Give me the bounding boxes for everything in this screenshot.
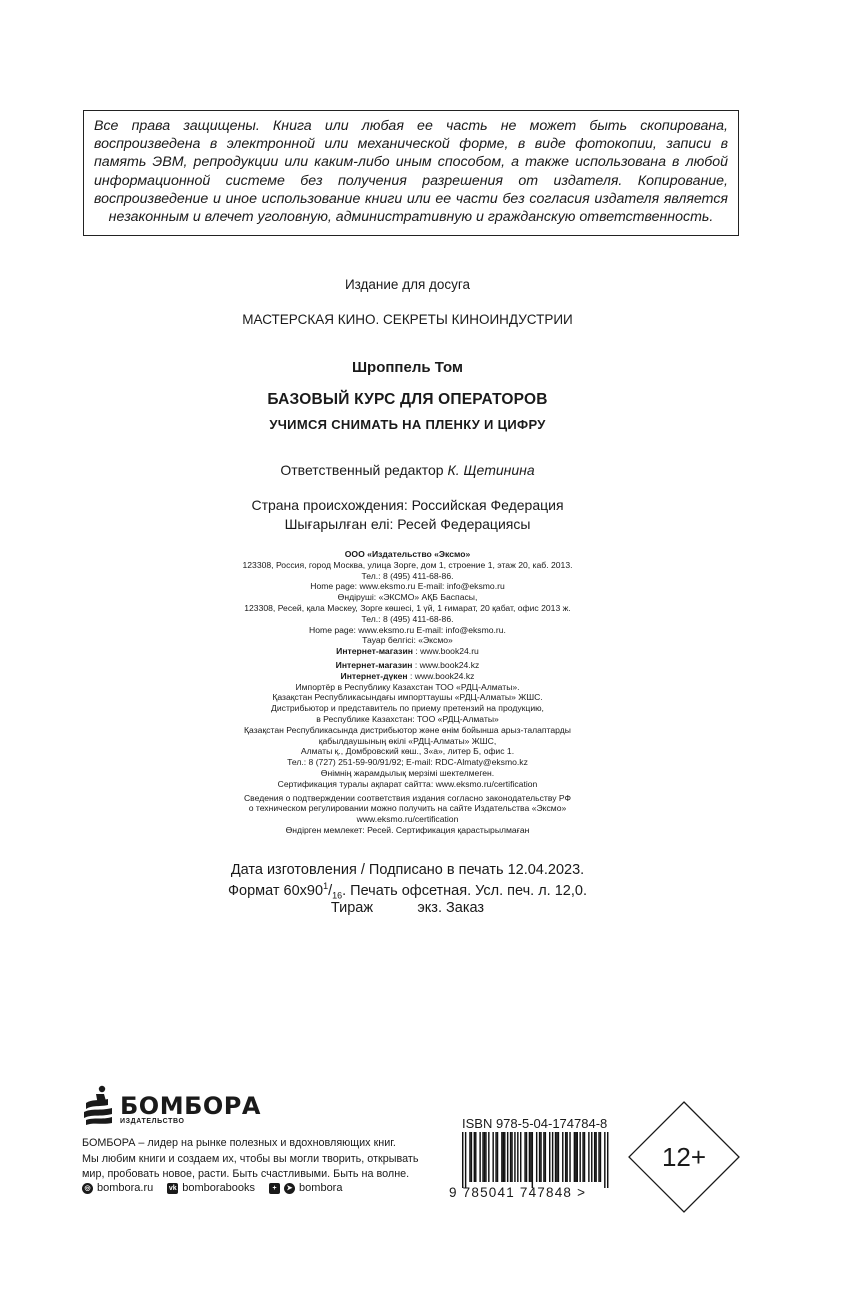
print-date: Дата изготовления / Подписано в печать 12.04.2023. [230, 862, 585, 878]
format-prefix: Формат 60x90 [228, 882, 324, 899]
publisher-line: Тел.: 8 (495) 411-68-86. [361, 570, 454, 581]
publisher-line: Өндірген мемлекет: Ресей. Сертификация қарастырылмаған [285, 824, 530, 835]
barcode-digits [449, 1185, 586, 1200]
rights-notice-text: Все права защищены. Книга или любая ее часть не может быть скопирована, воспроизведена в электронной или механической форме, в виде фотокопии, записи в память ЭВМ, репродукции или каким-либо иным способом, а также использована в любой информационной системе без получения разрешения от издателя. Копирование, воспроизведение и иное использование книги или ее части без согласия издателя является незаконным и влечет уголовную, административную и гражданскую ответственность. [94, 118, 728, 226]
format-suffix: . Печать офсетная. Усл. печ. л. 12,0. [342, 882, 587, 899]
publisher-line: қабылдаушының өкілі «РДЦ-Алматы» ЖШС, [318, 735, 497, 746]
publisher-line: Интернет-магазин : www.book24.ru [336, 646, 479, 657]
rights-notice-box [83, 110, 739, 236]
barcode-number: 9 785041 747848 [449, 1185, 573, 1200]
publisher-line: в Республике Казахстан: ТОО «РДЦ-Алматы» [316, 713, 499, 724]
publisher-line: Home page: www.eksmo.ru E-mail: info@eksmo.ru. [309, 624, 506, 635]
editor-label: Ответственный редактор [280, 462, 444, 478]
publisher-line: Home page: www.eksmo.ru E-mail: info@eksmo.ru [310, 581, 505, 592]
series-name: МАСТЕРСКАЯ КИНО. СЕКРЕТЫ КИНОИНДУСТРИИ [242, 312, 573, 327]
origin-ru: Страна происхождения: Российская Федерация [251, 497, 564, 513]
slogan-line: БОМБОРА – лидер на рынке полезных и вдохновляющих книг. [82, 1137, 396, 1149]
publisher-line: Импортёр в Республику Казахстан ТОО «РДЦ-Алматы». [295, 681, 520, 692]
author: Шроппель Том [351, 359, 464, 376]
publisher-line: Тауар белгісі: «Эксмо» [362, 635, 453, 646]
bombora-logo-icon [82, 1085, 114, 1125]
telegram-link[interactable] [269, 1182, 342, 1194]
vk-link[interactable] [167, 1182, 255, 1194]
telegram-icon: ➤ [284, 1183, 295, 1194]
site-link[interactable] [82, 1182, 153, 1194]
publisher-line: 123308, Россия, город Москва, улица Зорге, дом 1, строение 1, этаж 20, каб. 2013. [242, 559, 573, 570]
publisher-line: Алматы қ., Домбровский көш., 3«а», литер Б, офис 1. [300, 746, 515, 757]
editor-line [0, 462, 815, 478]
publisher-line: Сертификация туралы ақпарат сайтта: www.eksmo.ru/certification [277, 778, 538, 789]
publisher-line: Дистрибьютор и представитель по приему претензий на продукцию, [271, 703, 544, 714]
publisher-line: Интернет-магазин : www.book24.kz [335, 659, 480, 670]
editor-name: К. Щетинина [447, 462, 535, 478]
brand-slogan [82, 1136, 418, 1183]
order: экз. Заказ [417, 900, 485, 916]
bombora-logo [82, 1085, 261, 1125]
globe-icon: ◎ [82, 1183, 93, 1194]
telegram-label: bombora [299, 1182, 343, 1194]
vk-icon: vk [168, 1184, 177, 1192]
publisher-line: Тел.: 8 (495) 411-68-86. [361, 613, 454, 624]
publisher-line: www.eksmo.ru/certification [356, 814, 459, 825]
edition-type: Издание для досуга [344, 277, 471, 292]
publisher-line: Өнімнің жарамдылық мерзімі шектелмеген. [320, 767, 495, 778]
age-rating: 12+ [661, 1141, 707, 1172]
vk-label: bomborabooks [182, 1182, 256, 1194]
publisher-line: Интернет-дүкен : www.book24.kz [340, 670, 475, 681]
brand-name: БОМБОРА [120, 1092, 261, 1120]
slogan-line: Мы любим книги и создаем их, чтобы вы могли творить, открывать [82, 1152, 419, 1165]
publisher-line: Қазақстан Республикасында дистрибьютор және өнім бойынша арыз-талаптарды [244, 724, 571, 735]
publisher-line: о техническом регулировании можно получить на сайте Издательства «Эксмо» [248, 803, 567, 814]
barcode-arrow: > [577, 1185, 587, 1200]
print-run: Тираж [330, 900, 374, 916]
print-run-line [0, 900, 815, 916]
social-links [82, 1182, 342, 1194]
publisher-line: Сведения о подтверждении соответствия издания согласно законодательству РФ [243, 792, 572, 803]
origin-kz: Шығарылған елі: Ресей Федерациясы [284, 516, 531, 532]
format-sup: 1 [323, 881, 329, 891]
publisher-line: 123308, Ресей, қала Мәскеу, Зорге көшесі, 1 үй, 1 ғимарат, 20 қабат, офис 2013 ж. [244, 602, 571, 613]
publisher-info [0, 549, 815, 836]
book-subtitle: УЧИМСЯ СНИМАТЬ НА ПЛЕНКУ И ЦИФРУ [269, 417, 546, 432]
slogan-line: мир, пробовать новое, расти. Быть счастливыми. Быть на волне. [82, 1168, 410, 1180]
brand-sub: ИЗДАТЕЛЬСТВО [120, 1118, 185, 1125]
format-line: Формат $60x90^1/_{16}$. Печать офсетная. Усл. печ. л. 12,0. [228, 881, 587, 901]
barcode [462, 1132, 612, 1188]
publisher-line: Тел.: 8 (727) 251-59-90/91/92; E-mail: RDC-Almaty@eksmo.kz [287, 757, 528, 768]
publisher-line: Өндіруші: «ЭКСМО» АҚБ Баспасы, [337, 592, 478, 603]
publisher-line: Қазақстан Республикасындағы импорттаушы «РДЦ-Алматы» ЖШС. [272, 692, 543, 703]
site-label: bombora.ru [97, 1182, 154, 1194]
isbn: ISBN 978-5-04-174784-8 [462, 1116, 608, 1131]
publisher-line: ООО «Издательство «Эксмо» [344, 549, 471, 559]
plus-icon: + [269, 1183, 280, 1194]
book-title: БАЗОВЫЙ КУРС ДЛЯ ОПЕРАТОРОВ [267, 391, 548, 408]
format-sub: 16 [332, 890, 343, 901]
